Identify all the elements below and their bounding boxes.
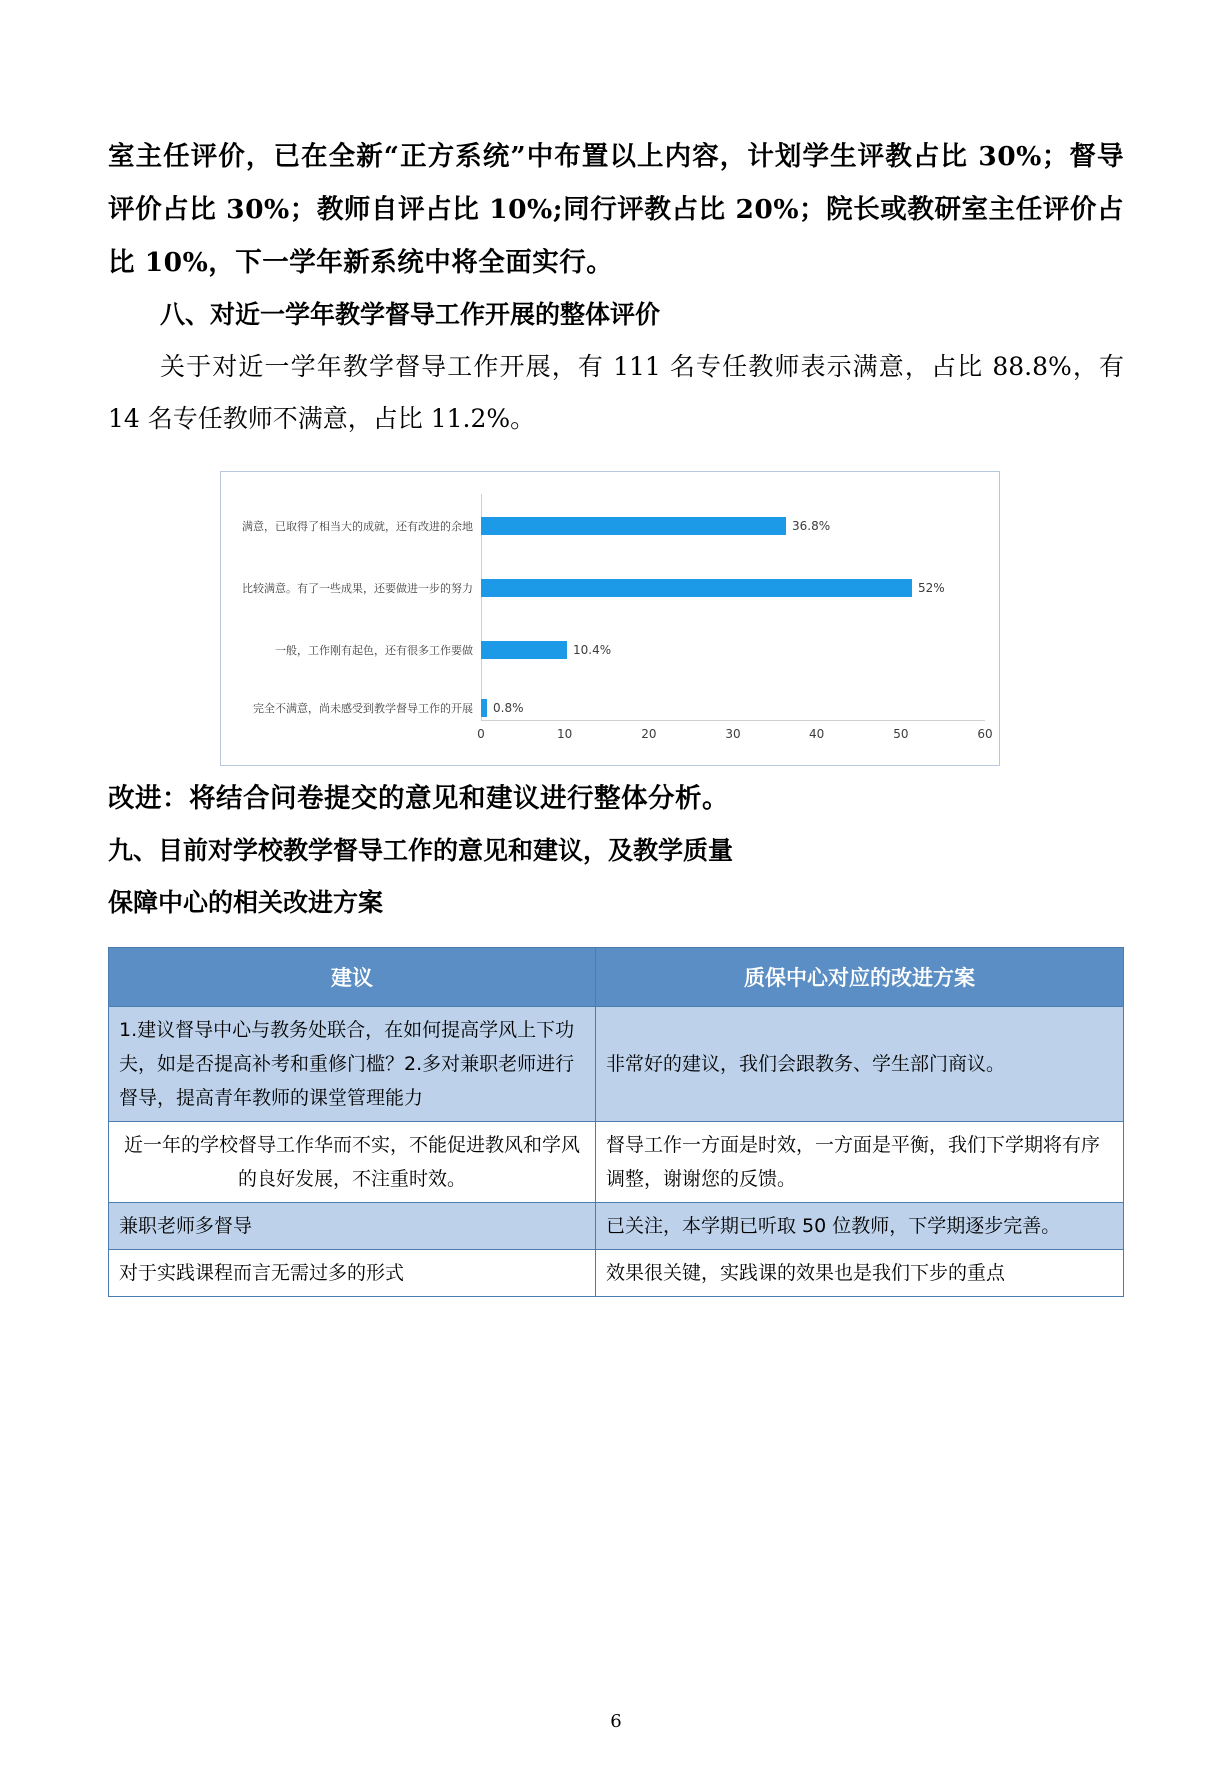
table-row [109,1250,1124,1297]
section-heading-8: 八、对近一学年教学督导工作开展的整体评价 [160,300,661,329]
table-cell-suggestion: 近一年的学校督导工作华而不实，不能促进教风和学风的良好发展，不注重时效。 [109,1122,596,1203]
page-number: 6 [610,1711,622,1732]
chart-x-tick: 30 [725,727,741,741]
chart-x-tick: 0 [477,727,485,741]
chart-x-tick: 10 [557,727,573,741]
chart-x-tick: 50 [893,727,909,741]
table-row [109,1007,1124,1122]
table-row [109,1203,1124,1250]
chart-category-label: 满意，已取得了相当大的成就，还有改进的余地 [242,519,473,533]
table-row [109,1122,1124,1203]
chart-category-label: 完全不满意，尚未感受到教学督导工作的开展 [253,701,473,715]
table-cell-response: 非常好的建议，我们会跟教务、学生部门商议。 [596,1007,1124,1122]
table-header-row [109,948,1124,1007]
table-cell-suggestion: 对于实践课程而言无需过多的形式 [109,1250,596,1297]
table-cell-response: 已关注，本学期已听取 50 位教师，下学期逐步完善。 [596,1203,1124,1250]
suggestions-table [108,947,1124,1297]
chart-bar-value: 0.8% [493,701,524,715]
chart-bar-value: 52% [918,581,945,595]
chart-bar-fill [481,641,567,659]
chart-bar-fill [481,517,786,535]
chart-plot-area [221,472,999,765]
chart-x-tick-labels [477,727,993,747]
section-heading-9-line1: 九、目前对学校教学督导工作的意见和建议，及教学质量 [108,836,734,865]
chart-bar-fill [481,699,487,717]
chart-bar-track [481,624,987,676]
improvement-note: 改进：将结合问卷提交的意见和建议进行整体分析。 [108,783,729,814]
chart-bar-value: 36.8% [792,519,831,533]
chart-bar-fill [481,579,912,597]
chart-category-label: 比较满意。有了一些成果，还要做进一步的努力 [242,581,473,595]
table-cell-suggestion: 1.建议督导中心与教务处联合，在如何提高学风上下功夫，如是否提高补考和重修门槛？2.多对兼职老师进行督导，提高青年教师的课堂管理能力 [109,1007,596,1122]
section-8-body: 关于对近一学年教学督导工作开展，有 111 名专任教师表示满意，占比 88.8%，有 14 名专任教师不满意，占比 11.2%。 [108,352,1124,433]
table-cell-response: 督导工作一方面是时效，一方面是平衡，我们下学期将有序调整，谢谢您的反馈。 [596,1122,1124,1203]
table-cell-response: 效果很关键，实践课的效果也是我们下步的重点 [596,1250,1124,1297]
chart-bar-value: 10.4% [573,643,612,657]
section-heading-9-line2: 保障中心的相关改进方案 [108,888,384,917]
chart-bar-track [481,500,987,552]
chart-x-tick: 20 [641,727,657,741]
chart-x-tick: 40 [809,727,825,741]
chart-bar-row [235,500,987,552]
chart-bar-row [235,562,987,614]
table-header-suggestion: 建议 [109,948,596,1007]
chart-bar-track [481,562,987,614]
table-header-response: 质保中心对应的改进方案 [596,948,1124,1007]
chart-category-label: 一般，工作刚有起色，还有很多工作要做 [275,643,473,657]
table-cell-suggestion: 兼职老师多督导 [109,1203,596,1250]
satisfaction-bar-chart [220,471,1000,766]
chart-x-tick: 60 [977,727,993,741]
paragraph-continuation: 室主任评价，已在全新“正方系统”中布置以上内容，计划学生评教占比 30%；督导评价占比 30%；教师自评占比 10%;同行评教占比 20%；院长或教研室主任评价占比 10%，下一学年新系统中将全面实行。 [108,141,1124,278]
chart-bar-row [235,624,987,676]
